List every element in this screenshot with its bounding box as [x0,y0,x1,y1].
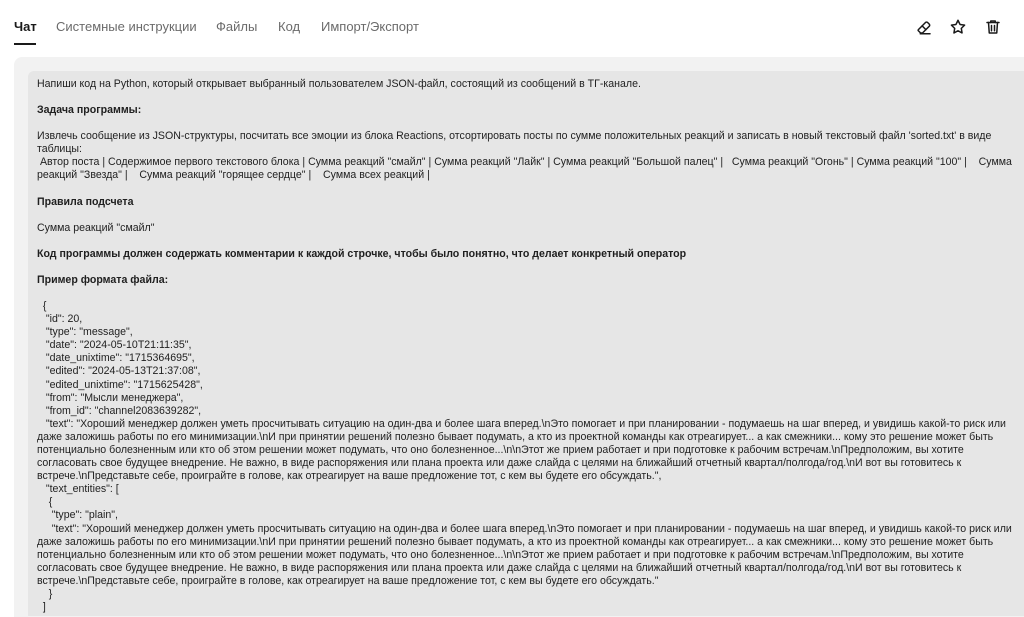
comment-requirement: Код программы должен содержать комментарии к каждой строчке, чтобы было понятно, что делает конкретный оператор [37,247,687,260]
task-text: Извлечь сообщение из JSON-структуры, посчитать все эмоции из блока Reactions, отсортировать посты по сумме положительных реакций и записать в новый текстовый файл 'sorted.txt' в виде таблицы: [37,130,995,156]
active-tab-indicator [14,43,36,45]
table-format-line: Автор поста | Содержимое первого текстового блока | Сумма реакций "смайл" | Сумма реакций "Лайк" | Сумма реакций "Большой палец" | Сумма реакций "Огонь" | Сумма реакций "100" | Сумма реакций "Звезда" | Сумма реакций "горящее сердце" | Сумма всех реакций | [37,156,1015,182]
tab-import-export[interactable]: Импорт/Экспорт [321,19,419,34]
delete-button[interactable] [982,16,1004,38]
rules-heading: Правила подсчета [37,195,134,208]
tab-system-instructions[interactable]: Системные инструкции [56,19,197,34]
tab-bar [0,0,1024,50]
tab-code[interactable]: Код [278,19,301,34]
rules-text: Сумма реакций "смайл" [37,221,155,234]
star-icon [949,18,967,36]
tab-files[interactable]: Файлы [216,19,258,34]
task-heading: Задача программы: [37,104,142,117]
user-message [28,71,1024,616]
message-intro: Напиши код на Python, который открывает выбранный пользователем JSON-файл, состоящий из сообщений в ТГ-канале. [37,78,641,90]
example-json: { "id": 20, "type": "message", "date": "2024-05-10T21:11:35", "date_unixtime": "1715364695", "edited": "2024-05-13T21:37:08", "edited_unixtime": "1715625428", "from": "Мысли менеджера", "from_id": "channel2083639282", "text": "Хороший менеджер должен уметь просчитывать ситуацию на один-два и более шага вперед.\nЭто помогает и при планировании - подумаешь на шаг вперед, и увидишь какой-то риск или даже заложишь работы по его минимизации.\nИ при принятии решений полезно бывает подумать, а кто из проектной команды как отреагирует... а как смежники... кому это решение может быть потенциально болезненным или кто об этом решении может подумать, что оно болезненное...\n\nЭтот же прием работает и при подготовке к рабочим встречам.\nПредположим, вы хотите согласовать свое будущее внедрение. Не важно, в виде распоряжения или плана проекта или даже слайда с целями на ближайший отчетный квартал/полгода/год.\nИ вот вы готовитесь к встрече.\nПредставьте себе, проиграйте в голове, как отреагирует на ваше предложение тот, с кем вы будете его обсуждать.", "text_entities": [ { "type": "plain", "text": "Хороший менеджер должен уметь просчитывать ситуацию на один-два и более шага вперед.\nЭто помогает и при планировании - подумаешь на шаг вперед, и увидишь какой-то риск или даже заложишь работы по его минимизации.\nИ при принятии решений полезно бывает подумать, а кто из проектной команды как отреагирует... а как смежники... кому это решение может быть потенциально болезненным или кто об этом решении может подумать, что оно болезненное...\n\nЭтот же прием работает и при подготовке к рабочим встречам.\nПредположим, вы хотите согласовать свое будущее внедрение. Не важно, в виде распоряжения или плана проекта или даже слайда с целями на ближайший отчетный квартал/полгода/год.\nИ вот вы готовитесь к встрече.\nПредставьте себе, проиграйте в голове, как отреагирует на ваше предложение тот, с кем вы будете его обсуждать." } ] [37,299,1012,614]
clear-chat-button[interactable] [913,16,935,38]
example-heading: Пример формата файла: [37,273,169,286]
favorite-button[interactable] [947,16,969,38]
message-content [37,78,1022,614]
trash-icon [984,18,1002,36]
eraser-icon [915,18,933,36]
tab-chat[interactable]: Чат [14,19,37,34]
